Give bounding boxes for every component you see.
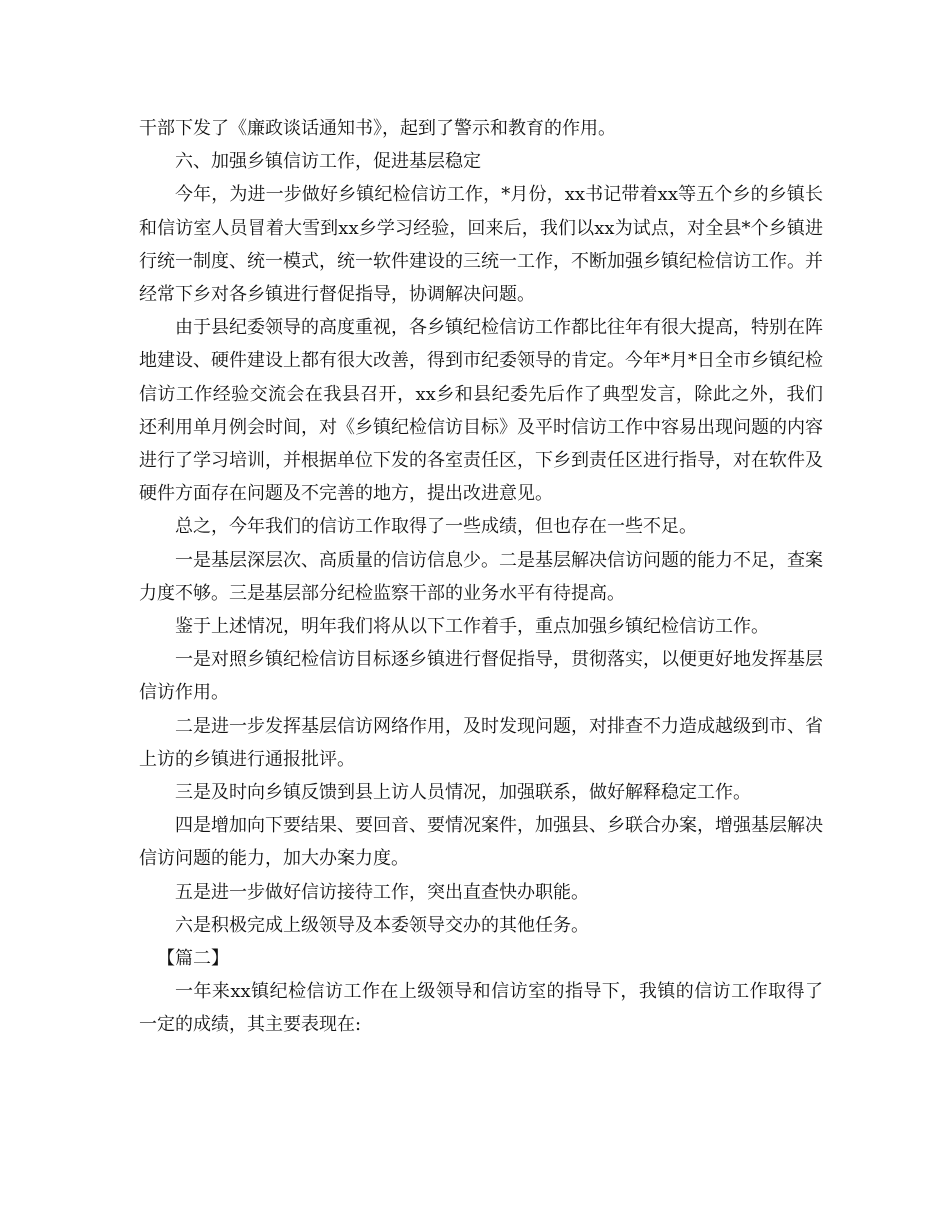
list-item: 一是对照乡镇纪检信访目标逐乡镇进行督促指导，贯彻落实，以便更好地发挥基层信访作用。 [139,649,823,704]
paragraph: 一年来xx镇纪检信访工作在上级领导和信访室的指导下，我镇的信访工作取得了一定的成绩，其主要表现在: [139,981,823,1036]
paragraph-continuation: 干部下发了《廉政谈话通知书》，起到了警示和教育的作用。 [139,118,616,139]
list-item: 四是增加向下要结果、要回音、要情况案件，加强县、乡联合办案，增强基层解决信访问题的能力，加大办案力度。 [139,815,823,870]
list-item: 二是进一步发挥基层信访网络作用，及时发现问题，对排查不力造成越级到市、省上访的乡镇进行通报批评。 [139,715,823,770]
list-item: 五是进一步做好信访接待工作，突出直查快办职能。 [175,881,589,903]
list-item: 三是及时向乡镇反馈到县上访人员情况，加强联系，做好解释稳定工作。 [175,782,751,804]
document-body [139,112,823,1042]
paragraph: 鉴于上述情况，明年我们将从以下工作着手，重点加强乡镇纪检信访工作。 [175,616,769,638]
section-heading-six: 六、加强乡镇信访工作，促进基层稳定 [175,151,481,173]
paragraph: 由于县纪委领导的高度重视，各乡镇纪检信访工作都比往年有很大提高，特别在阵地建设、硬件建设上都有很大改善，得到市纪委领导的肯定。今年*月*日全市乡镇纪检信访工作经验交流会在我县召开，xx乡和县纪委先后作了典型发言，除此之外，我们还利用单月例会时间，对《乡镇纪检信访目标》及平时信访工作中容易出现问题的内容进行了学习培训，并根据单位下发的各室责任区，下乡到责任区进行指导，对在软件及硬件方面存在问题及不完善的地方，提出改进意见。 [139,317,823,505]
paragraph: 一是基层深层次、高质量的信访信息少。二是基层解决信访问题的能力不足，查案力度不够。三是基层部分纪检监察干部的业务水平有待提高。 [139,549,823,604]
section-heading-part-two: 【篇二】 [157,948,229,970]
list-item: 六是积极完成上级领导及本委领导交办的其他任务。 [175,914,589,936]
paragraph: 总之，今年我们的信访工作取得了一些成绩，但也存在一些不足。 [175,516,697,538]
paragraph: 今年，为进一步做好乡镇纪检信访工作，*月份，xx书记带着xx等五个乡的乡镇长和信访室人员冒着大雪到xx乡学习经验，回来后，我们以xx为试点，对全县*个乡镇进行统一制度、统一模式，统一软件建设的三统一工作，不断加强乡镇纪检信访工作。并经常下乡对各乡镇进行督促指导，协调解决问题。 [139,184,823,306]
